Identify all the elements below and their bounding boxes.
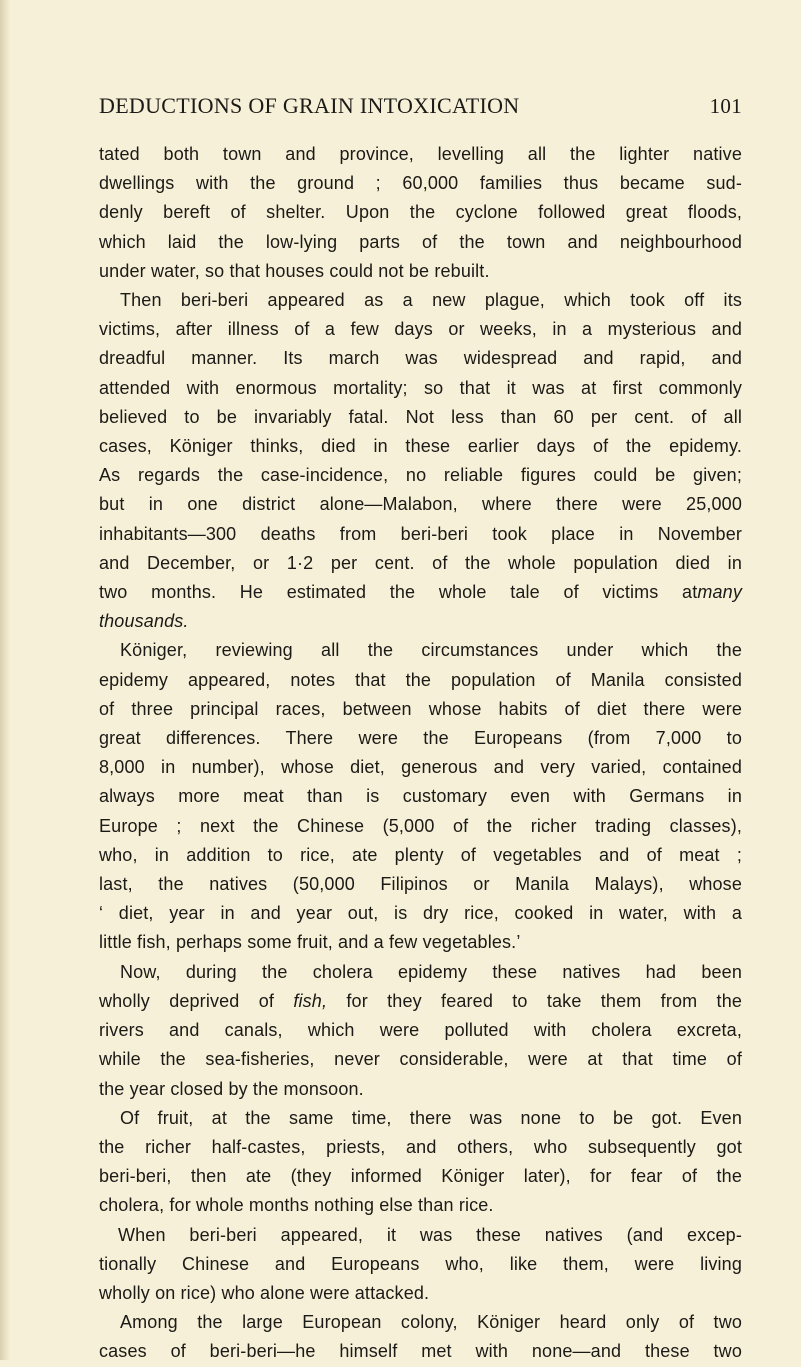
text-line: rivers and canals, which were polluted with cholera excreta, <box>99 1020 742 1041</box>
text-line: tionally Chinese and Europeans who, like them, were living <box>99 1253 742 1274</box>
text-line: last, the natives (50,000 Filipinos or Manila Malays), whose <box>99 874 742 895</box>
text-line: the year closed by the monsoon. <box>99 1078 364 1099</box>
text-line: 8,000 in number), whose diet, generous and very varied, contained <box>99 757 742 778</box>
text-line: epidemy appeared, notes that the population of Manila consisted <box>99 669 742 690</box>
running-header <box>99 93 742 119</box>
text-line: but in one district alone—Malabon, where there were 25,000 <box>99 494 742 515</box>
body-text <box>99 140 742 1367</box>
text-line: great differences. There were the Europeans (from 7,000 to <box>99 728 742 749</box>
text-line <box>99 987 742 1016</box>
text-line: always more meat than is customary even with Germans in <box>99 786 742 807</box>
text-line: ‘ diet, year in and year out, is dry rice, cooked in water, with a <box>99 903 742 924</box>
text-line <box>99 578 742 607</box>
text-line: denly bereft of shelter. Upon the cyclone followed great floods, <box>99 202 742 223</box>
text-line <box>99 607 742 636</box>
text-line: of three principal races, between whose habits of diet there were <box>99 698 742 719</box>
text-line: the richer half-castes, priests, and others, who subsequently got <box>99 1136 742 1157</box>
page-edge-shadow <box>0 0 10 1360</box>
text-line: inhabitants—300 deaths from beri-beri took place in November <box>99 523 742 544</box>
text-line: tated both town and province, levelling all the lighter native <box>99 144 742 164</box>
page-number: 101 <box>709 94 742 118</box>
text-line: Europe ; next the Chinese (5,000 of the richer trading classes), <box>99 815 742 836</box>
running-title: DEDUCTIONS OF GRAIN INTOXICATION <box>99 93 520 118</box>
text-run: wholly deprived of <box>99 990 275 1011</box>
text-line: cases, Königer thinks, died in these earlier days of the epidemy. <box>99 436 742 457</box>
text-line: Of fruit, at the same time, there was none to be got. Even <box>120 1107 742 1128</box>
italic-text: fish, <box>293 990 328 1011</box>
text-line: When beri-beri appeared, it was these natives (and excep- <box>118 1224 742 1245</box>
text-line: cases of beri-beri—he himself met with none—and these two <box>99 1341 742 1362</box>
text-line: wholly on rice) who alone were attacked. <box>99 1282 430 1303</box>
text-line: attended with enormous mortality; so that it was at first commonly <box>99 377 742 398</box>
text-line: and December, or 1·2 per cent. of the whole population died in <box>99 552 742 573</box>
text-line: cholera, for whole months nothing else than rice. <box>99 1195 494 1216</box>
text-line: Then beri-beri appeared as a new plague, which took off its <box>120 290 742 311</box>
text-line: who, in addition to rice, ate plenty of vegetables and of meat ; <box>99 844 742 865</box>
italic-text: thousands. <box>99 611 189 632</box>
text-line: Now, during the cholera epidemy these natives had been <box>120 961 742 982</box>
text-line: victims, after illness of a few days or weeks, in a mysterious and <box>99 319 742 340</box>
text-line: Among the large European colony, Königer heard only of two <box>120 1312 742 1333</box>
italic-text: many <box>697 582 742 603</box>
text-line: As regards the case-incidence, no reliable figures could be given; <box>99 465 742 486</box>
text-line: dwellings with the ground ; 60,000 families thus became sud- <box>99 173 742 194</box>
text-line: while the sea-fisheries, never considerable, were at that time of <box>99 1049 742 1070</box>
text-run: for they feared to take them from the <box>346 990 743 1011</box>
text-line: beri-beri, then ate (they informed Königer later), for fear of the <box>99 1166 742 1187</box>
text-line: little fish, perhaps some fruit, and a few vegetables.’ <box>99 932 521 953</box>
text-line: believed to be invariably fatal. Not less than 60 per cent. of all <box>99 406 742 427</box>
text-line: Königer, reviewing all the circumstances under which the <box>120 640 742 661</box>
text-line: which laid the low-lying parts of the town and neighbourhood <box>99 231 742 252</box>
text-line: under water, so that houses could not be rebuilt. <box>99 260 490 281</box>
text-run: two months. He estimated the whole tale of victims at <box>99 582 698 603</box>
text-line: dreadful manner. Its march was widespread and rapid, and <box>99 348 742 369</box>
